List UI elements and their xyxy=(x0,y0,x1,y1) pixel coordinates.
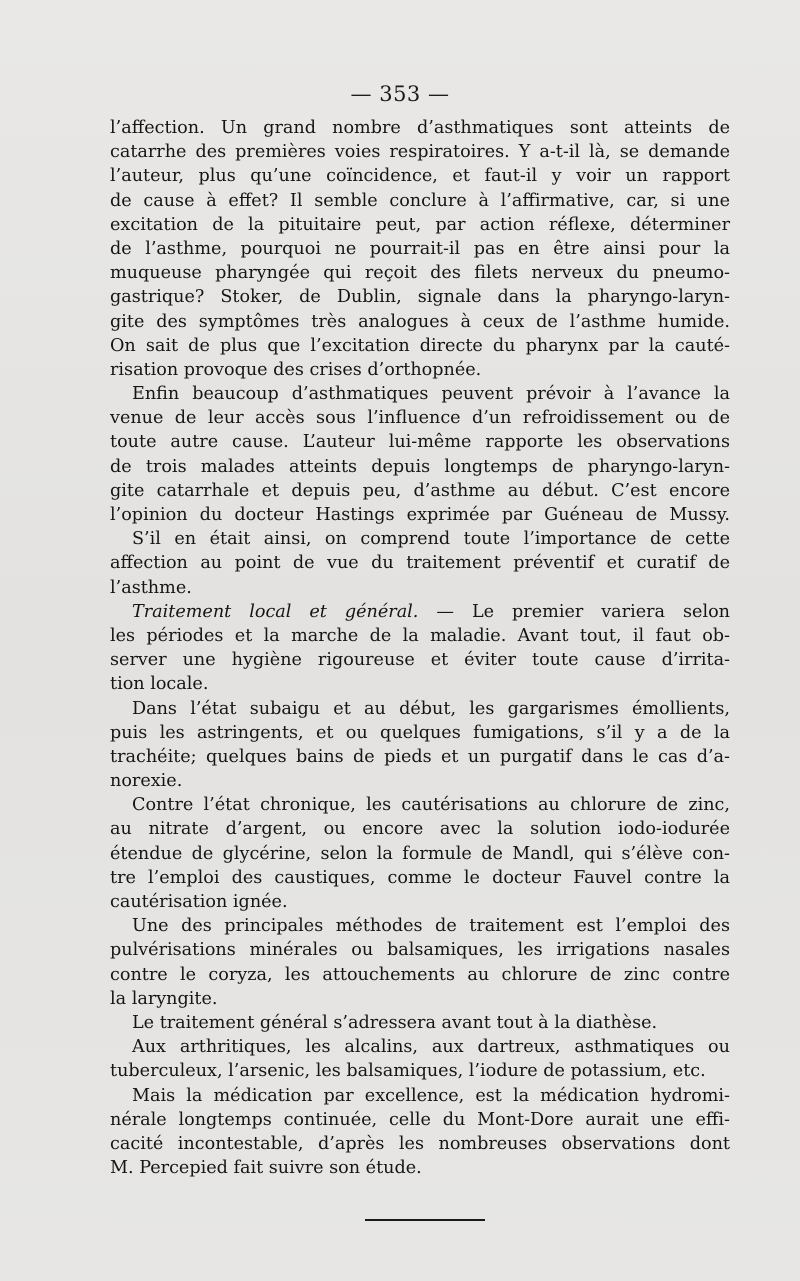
text-line xyxy=(110,963,730,987)
line-text: les périodes et la marche de la maladie. Avant tout, il faut ob- xyxy=(110,625,730,646)
line-text: tuberculeux, l’arsenic, les balsamiques, l’iodure de potassium, etc. xyxy=(110,1061,706,1082)
line-text: Aux arthritiques, les alcalins, aux dartreux, asthmatiques ou xyxy=(132,1037,730,1058)
line-text: l’opinion du docteur Hastings exprimée par Guéneau de Mussy. xyxy=(110,505,730,525)
text-line xyxy=(110,817,730,841)
text-line xyxy=(110,1108,730,1132)
italic-heading: Traitement local et général. xyxy=(132,601,419,622)
line-text: la laryngite. xyxy=(110,988,218,1009)
text-line xyxy=(110,745,730,769)
line-text: Une des principales méthodes de traitement est l’emploi des xyxy=(132,916,730,937)
text-line xyxy=(110,987,730,1011)
line-text: M. Percepied fait suivre son étude. xyxy=(110,1158,422,1179)
text-line xyxy=(110,624,730,648)
line-text: Mais la médication par excellence, est la médication hydromi- xyxy=(132,1085,730,1106)
text-line xyxy=(110,576,730,600)
line-text: gite des symptômes très analogues à ceux de l’asthme humide. xyxy=(110,311,730,332)
line-text: nérale longtemps continuée, celle du Mont-Dore aurait une effi- xyxy=(110,1109,730,1130)
line-text: muqueuse pharyngée qui reçoit des filets nerveux du pneumo- xyxy=(110,263,730,284)
text-line xyxy=(110,697,730,721)
text-line xyxy=(110,890,730,914)
text-line xyxy=(110,1011,730,1035)
line-text: puis les astringents, et ou quelques fumigations, s’il y a de la xyxy=(110,722,730,743)
line-text: affection au point de vue du traitement préventif et curatif de xyxy=(110,553,730,574)
text-line xyxy=(110,1035,730,1059)
text-line xyxy=(110,648,730,672)
text-line xyxy=(110,1132,730,1156)
text-line xyxy=(110,1156,730,1180)
line-text: gite catarrhale et depuis peu, d’asthme au début. C’est encore xyxy=(110,480,730,501)
line-text: Enfin beaucoup d’asthmatiques peuvent prévoir à l’avance la xyxy=(132,384,730,405)
line-text: norexie. xyxy=(110,771,183,792)
text-line xyxy=(110,769,730,793)
line-text: On sait de plus que l’excitation directe du pharynx par la cauté- xyxy=(110,335,730,356)
line-text: de l’asthme, pourquoi ne pourrait-il pas en être ainsi pour la xyxy=(110,238,730,259)
text-line xyxy=(110,237,730,261)
line-text: étendue de glycérine, selon la formule de Mandl, qui s’élève con- xyxy=(110,843,730,864)
text-line xyxy=(110,1059,730,1083)
text-line xyxy=(110,382,730,406)
line-text: tion locale. xyxy=(110,674,209,695)
line-text: tre l’emploi des caustiques, comme le docteur Fauvel contre la xyxy=(110,867,730,888)
text-line xyxy=(110,1084,730,1108)
text-line xyxy=(110,334,730,358)
line-text: l’asthme. xyxy=(110,577,192,598)
end-rule xyxy=(365,1219,485,1221)
line-text: server une hygiène rigoureuse et éviter toute cause d’irrita- xyxy=(110,650,730,671)
text-line xyxy=(110,793,730,817)
text-line xyxy=(110,551,730,575)
text-line xyxy=(110,721,730,745)
text-line xyxy=(110,358,730,382)
line-text: Le traitement général s’adressera avant tout à la diathèse. xyxy=(132,1012,658,1033)
text-line xyxy=(110,116,730,140)
text-line xyxy=(110,672,730,696)
line-text: trachéite; quelques bains de pieds et un purgatif dans le cas d’a- xyxy=(110,746,730,767)
line-text: l’auteur, plus qu’une coïncidence, et faut-il y voir un rapport xyxy=(110,166,730,187)
text-line xyxy=(110,914,730,938)
text-line xyxy=(110,600,730,624)
text-line xyxy=(110,285,730,309)
line-text: l’affection. Un grand nombre d’asthmatiques sont atteints de xyxy=(110,118,730,138)
line-text: Contre l’état chronique, les cautérisations au chlorure de zinc, xyxy=(132,795,730,816)
text-line xyxy=(110,213,730,237)
text-line xyxy=(110,189,730,213)
line-text: risation provoque des crises d’orthopnée. xyxy=(110,359,482,380)
text-line xyxy=(110,140,730,164)
text-line xyxy=(110,479,730,503)
text-line xyxy=(110,164,730,188)
text-line xyxy=(110,503,730,527)
line-text: Dans l’état subaigu et au début, les gargarismes émollients, xyxy=(132,698,730,719)
line-text: de trois malades atteints depuis longtemps de pharyngo-laryn- xyxy=(110,456,730,477)
line-text: toute autre cause. L’auteur lui-même rapporte les observations xyxy=(110,432,730,453)
text-line xyxy=(110,261,730,285)
text-line xyxy=(110,866,730,890)
line-text: contre le coryza, les attouchements au chlorure de zinc contre xyxy=(110,964,730,985)
text-line xyxy=(110,455,730,479)
line-text: pulvérisations minérales ou balsamiques, les irrigations nasales xyxy=(110,940,730,961)
line-text: excitation de la pituitaire peut, par action réflexe, déterminer xyxy=(110,214,730,235)
line-text: catarrhe des premières voies respiratoires. Y a-t-il là, se demande xyxy=(110,142,730,163)
text-line xyxy=(110,406,730,430)
line-text: cacité incontestable, d’après les nombreuses observations dont xyxy=(110,1133,730,1154)
body-text xyxy=(110,116,730,1180)
line-text: au nitrate d’argent, ou encore avec la solution iodo-iodurée xyxy=(110,819,730,840)
line-text: de cause à effet? Il semble conclure à l’affirmative, car, si une xyxy=(110,190,730,211)
line-text: S’il en était ainsi, on comprend toute l’importance de cette xyxy=(132,529,730,550)
line-text: cautérisation ignée. xyxy=(110,892,288,912)
page-number: — 353 — xyxy=(350,82,450,106)
text-line xyxy=(110,527,730,551)
text-line xyxy=(110,842,730,866)
line-text: gastrique? Stoker, de Dublin, signale dans la pharyngo-laryn- xyxy=(110,287,730,308)
line-text: venue de leur accès sous l’influence d’un refroidissement ou de xyxy=(110,408,730,429)
text-line xyxy=(110,310,730,334)
text-line xyxy=(110,430,730,454)
line-text: — Le premier variera selon xyxy=(418,601,730,622)
text-line xyxy=(110,938,730,962)
